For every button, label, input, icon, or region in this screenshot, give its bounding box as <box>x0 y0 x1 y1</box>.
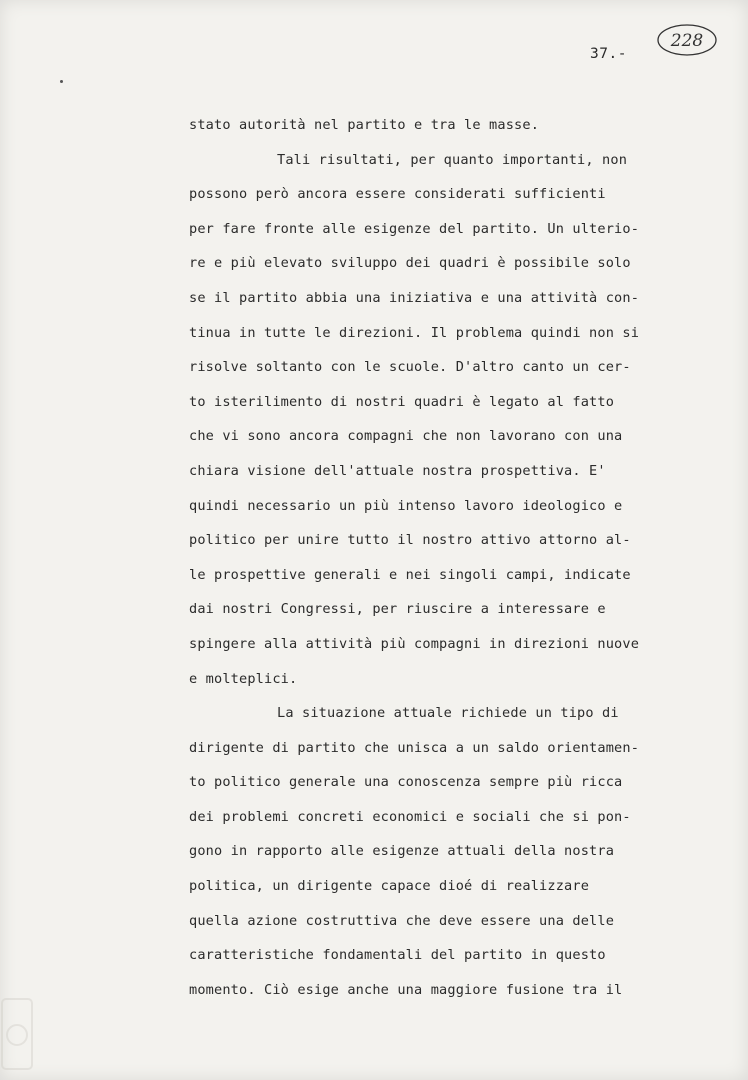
text-line: possono però ancora essere considerati sufficienti <box>189 186 606 203</box>
text-line: quindi necessario un più intenso lavoro ideologico e <box>189 497 623 514</box>
page-number: 37.- <box>590 46 627 62</box>
text-line: politica, un dirigente capace dioé di realizzare <box>189 878 590 895</box>
stamp-number: 228 <box>670 31 704 51</box>
text-line: caratteristiche fondamentali del partito in questo <box>189 947 606 964</box>
text-line: momento. Ciò esige anche una maggiore fusione tra il <box>189 981 623 998</box>
faded-watermark <box>0 995 36 1075</box>
text-line: e molteplici. <box>189 670 298 687</box>
text-line: risolve soltanto con le scuole. D'altro canto un cer- <box>189 359 631 376</box>
text-line: tinua in tutte le direzioni. Il problema quindi non si <box>189 324 640 341</box>
text-line: re e più elevato sviluppo dei quadri è possibile solo <box>189 255 631 272</box>
text-line: dei problemi concreti economici e sociali che si pon- <box>189 808 631 825</box>
text-line: Tali risultati, per quanto importanti, non <box>277 151 628 168</box>
text-line: stato autorità nel partito e tra le masse. <box>189 117 540 133</box>
text-line: le prospettive generali e nei singoli campi, indicate <box>189 566 631 583</box>
stray-mark-dot <box>60 80 63 83</box>
text-line: politico per unire tutto il nostro attivo attorno al- <box>189 532 631 549</box>
text-line: chiara visione dell'attuale nostra prospettiva. E' <box>189 462 606 479</box>
text-line: spingere alla attività più compagni in direzioni nuove <box>189 635 640 652</box>
text-line: to politico generale una conoscenza sempre più ricca <box>189 774 623 791</box>
stamp-oval-icon <box>655 20 719 60</box>
text-line: che vi sono ancora compagni che non lavorano con una <box>189 428 623 445</box>
watermark-icon <box>0 995 36 1075</box>
text-line: La situazione attuale richiede un tipo di <box>277 705 619 722</box>
text-line: dirigente di partito che unisca a un saldo orientamen- <box>189 739 640 756</box>
text-line: per fare fronte alle esigenze del partito. Un ulterio- <box>189 220 640 237</box>
text-line: dai nostri Congressi, per riuscire a interessare e <box>189 601 606 618</box>
text-line: se il partito abbia una iniziativa e una attività con- <box>189 289 640 306</box>
document-text-body <box>189 108 689 1007</box>
archive-number-stamp <box>655 20 719 60</box>
text-line: to isterilimento di nostri quadri è legato al fatto <box>189 393 615 410</box>
text-line: quella azione costruttiva che deve essere una delle <box>189 912 615 929</box>
text-line: gono in rapporto alle esigenze attuali della nostra <box>189 843 615 860</box>
